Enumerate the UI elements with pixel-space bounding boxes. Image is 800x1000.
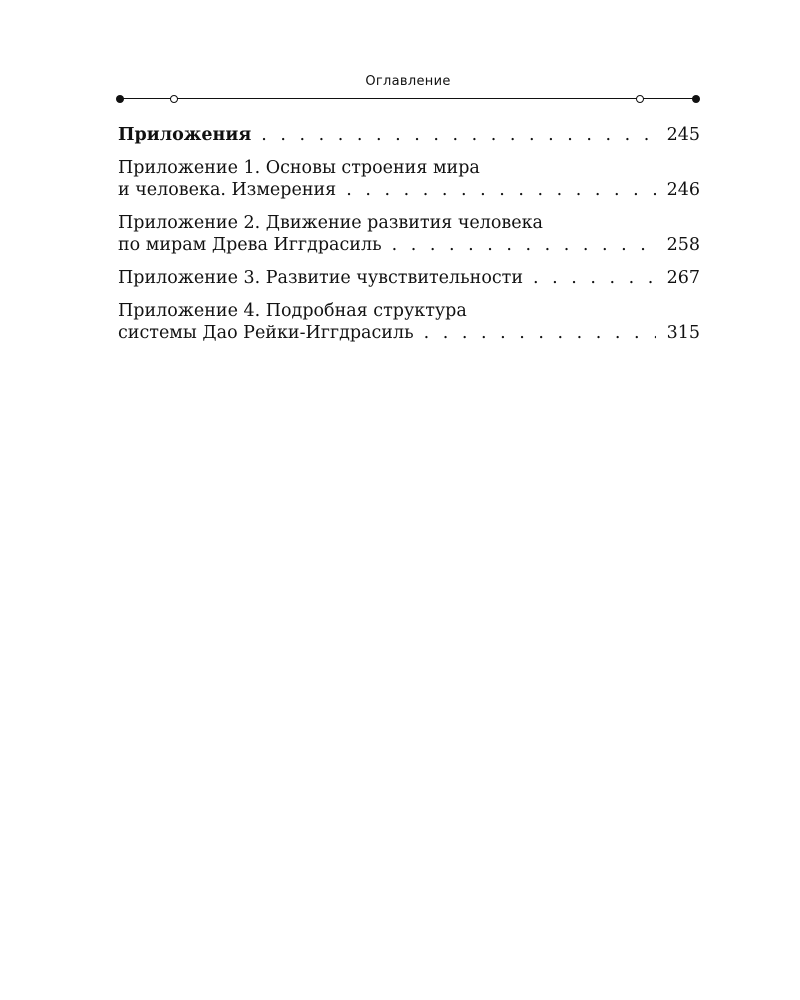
- toc-entry-appendix-2[interactable]: [118, 212, 700, 256]
- toc-entry-line: [118, 267, 700, 289]
- header-ornamental-rule: [116, 92, 700, 106]
- toc-entry-title-continued: системы Дао Рейки-Иггдрасиль: [118, 323, 414, 343]
- toc-entry-appendix-3[interactable]: [118, 267, 700, 289]
- toc-page-number: 245: [666, 125, 700, 145]
- toc-entry-title: Приложение 4. Подробная структура: [118, 301, 467, 321]
- toc-entry-line: [118, 124, 700, 146]
- toc-entry-title-continued: и человека. Измерения: [118, 180, 337, 200]
- toc-entry-appendix-4[interactable]: [118, 300, 700, 344]
- toc-entry-line: [118, 300, 700, 322]
- toc-entry-line: [118, 179, 700, 201]
- toc-entry-title-continued: по мирам Древа Иггдрасиль: [118, 235, 382, 255]
- rule-open-dot-right: [636, 95, 644, 103]
- toc-entry-appendices[interactable]: [118, 124, 700, 146]
- rule-open-dot-left: [170, 95, 178, 103]
- toc-entry-title: Приложение 3. Развитие чувствительности: [118, 268, 524, 288]
- dot-leader: [392, 234, 656, 256]
- rule-end-dot-left: [116, 95, 124, 103]
- dot-leader: [533, 267, 656, 289]
- toc-entry-line: [118, 234, 700, 256]
- running-header-title: Оглавление: [365, 74, 451, 89]
- rule-line: [120, 98, 696, 99]
- toc-page-number: 267: [666, 268, 700, 288]
- toc-page-number: 246: [666, 180, 700, 200]
- toc-entry-line: [118, 322, 700, 344]
- toc-entry-line: [118, 212, 700, 234]
- toc-entry-appendix-1[interactable]: [118, 157, 700, 201]
- toc-entry-title: Приложения: [118, 125, 252, 145]
- dot-leader: [261, 124, 656, 146]
- toc-entry-title: Приложение 2. Движение развития человека: [118, 213, 543, 233]
- rule-end-dot-right: [692, 95, 700, 103]
- toc-entry-title: Приложение 1. Основы строения мира: [118, 158, 480, 178]
- toc-page-number: 258: [666, 235, 700, 255]
- dot-leader: [424, 322, 656, 344]
- toc-entry-line: [118, 157, 700, 179]
- toc-page-number: 315: [666, 323, 700, 343]
- dot-leader: [346, 179, 656, 201]
- table-of-contents: [118, 124, 700, 355]
